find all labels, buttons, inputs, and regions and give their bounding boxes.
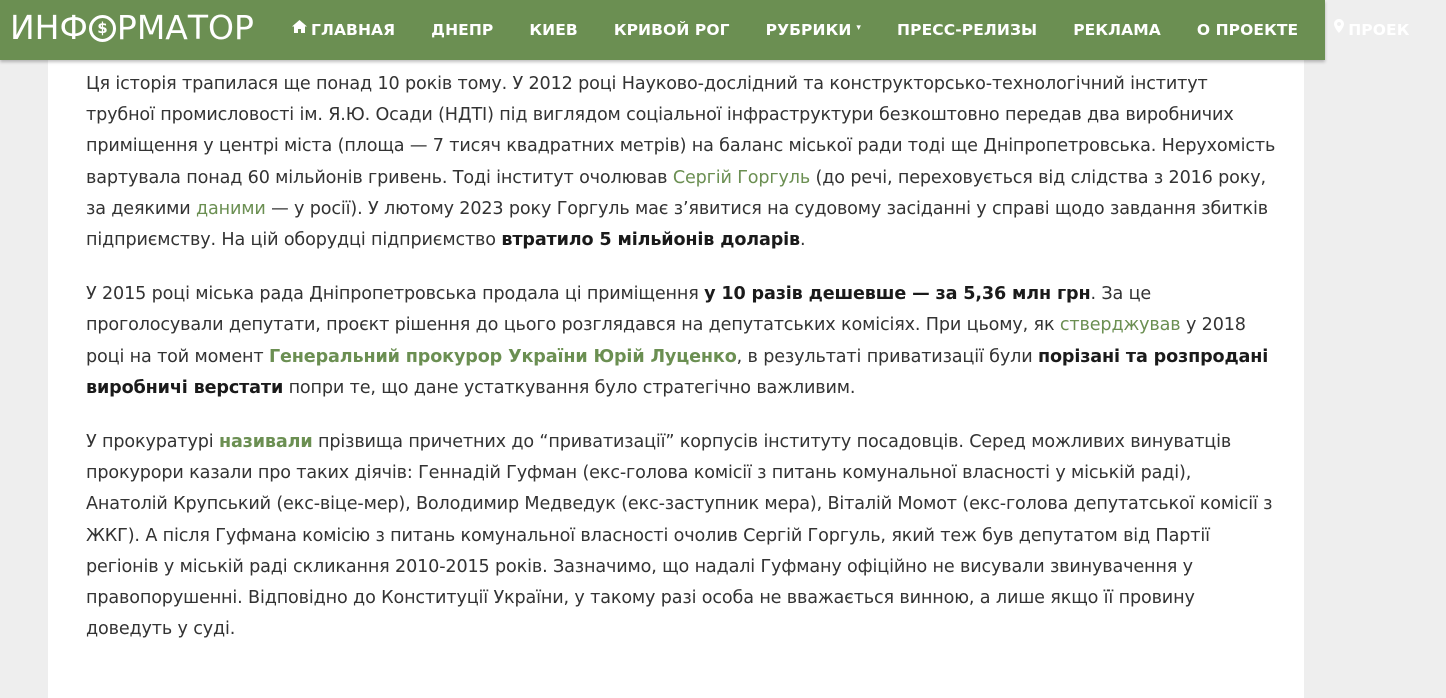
site-header (0, 0, 1410, 60)
text: У прокуратурі (86, 432, 219, 453)
main-nav (292, 0, 1446, 60)
nav-label: ГЛАВНАЯ (311, 21, 396, 39)
nav-label: РУБРИКИ (765, 21, 852, 39)
nav-label: ДНЕПР (431, 21, 494, 39)
nav-label: О ПРОЕКТЕ (1196, 21, 1299, 39)
nav-item-home[interactable] (292, 0, 431, 60)
nav-item-advertising[interactable] (1073, 0, 1197, 60)
bold-text: порізані та розпродані виробничі верстати (86, 346, 1269, 398)
coin-icon (89, 15, 116, 42)
link-prosecutor-general[interactable]: Генеральний прокурор України Юрій Луценко (268, 346, 737, 367)
logo-text-start: ИНФ (10, 8, 88, 47)
nav-label: РЕКЛАМА (1073, 21, 1161, 39)
text: прізвища причетних до “приватизації” корпусів інституту посадовців. Серед можливих винуватців прокурори казали про таких діячів: Геннадій Гуфман (екс-голова комісії з питань комунальної власності у міській раді), Анатолій Крупський (екс-віце-мер), Володимир Медведук (екс-заступник мера), Віталій Момот (екс-голова депутатської комісії з ЖКГ). А після Гуфмана комісію з питань комунальної власності очолив Сергій Горгуль, який теж був депутатом від Партії регіонів у міській раді скликання 2010-2015 років. Зазначимо, що надалі Гуфману офіційно не висували звинувачення у правопорушенні. Відповідно до Конституції України, у такому разі особа не вважається винною, а лише якщо її провину доведуть у суді. (86, 432, 1273, 640)
nav-item-dnepr[interactable] (431, 0, 529, 60)
link-data[interactable]: даними (196, 198, 266, 219)
nav-label: КРИВОЙ РОГ (613, 21, 730, 39)
link-named[interactable]: називали (218, 432, 313, 453)
article-paragraph-1 (86, 69, 1276, 256)
logo-text-end: РМАТОР (116, 8, 254, 47)
nav-item-kiev[interactable] (529, 0, 613, 60)
nav-label: ПРОЕК (1348, 21, 1410, 39)
text: (до речі, переховується від слідства з 2016 року, за деякими (86, 167, 1266, 219)
link-serhiy-gorgul[interactable]: Сергій Горгуль (672, 167, 811, 188)
chevron-down-icon: ▾ (856, 23, 862, 33)
site-logo[interactable] (10, 8, 254, 48)
map-pin-icon (1334, 0, 1344, 60)
nav-label: КИЕВ (529, 21, 578, 39)
text: У 2015 році міська рада Дніпропетровська продала ці приміщення (86, 284, 705, 305)
link-claimed[interactable]: стверджував (1059, 315, 1181, 336)
nav-item-krivoy-rog[interactable] (614, 0, 766, 60)
nav-item-about[interactable] (1197, 0, 1334, 60)
nav-item-rubrics[interactable] (766, 0, 897, 60)
bold-text: у 10 разів дешевше — за 5,36 млн грн (704, 284, 1091, 305)
text: . За це проголосували депутати, проєкт рішення до цього розглядався на депутатських комісіях. При цьому, як (86, 284, 1152, 336)
text: попри те, що дане устаткування було стратегічно важливим. (283, 377, 856, 398)
article-body (86, 69, 1276, 668)
bold-text: втратило 5 мільйонів доларів (501, 230, 801, 251)
text: , в результаті приватизації були (736, 346, 1038, 367)
text: у 2018 році на той момент (86, 315, 1246, 367)
nav-label: ПРЕСС-РЕЛИЗЫ (897, 21, 1038, 39)
article-container (48, 60, 1304, 698)
text: Ця історія трапилася ще понад 10 років тому. У 2012 році Науково-дослідний та конструкторсько-технологічний інститут трубної промисловості ім. Я.Ю. Осади (НДТІ) під виглядом соціальної інфраструктури безкоштовно передав два виробничих приміщення у центрі міста (площа — 7 тисяч квадратних метрів) на баланс міської ради тоді ще Дніпропетровська. Нерухомість вартувала понад 60 мільйонів гривень. Тоді інститут очолював (86, 74, 1276, 188)
text: . (800, 230, 806, 251)
home-icon (292, 0, 307, 60)
text: — у росії). У лютому 2023 року Горгуль має з’явитися на судовому засіданні у справі щодо завдання збитків підприємству. На цій оборудці підприємство (86, 198, 1268, 251)
nav-item-projects[interactable] (1334, 0, 1445, 60)
article-paragraph-2 (86, 279, 1276, 404)
nav-item-press-releases[interactable] (897, 0, 1073, 60)
article-paragraph-3 (86, 427, 1276, 645)
